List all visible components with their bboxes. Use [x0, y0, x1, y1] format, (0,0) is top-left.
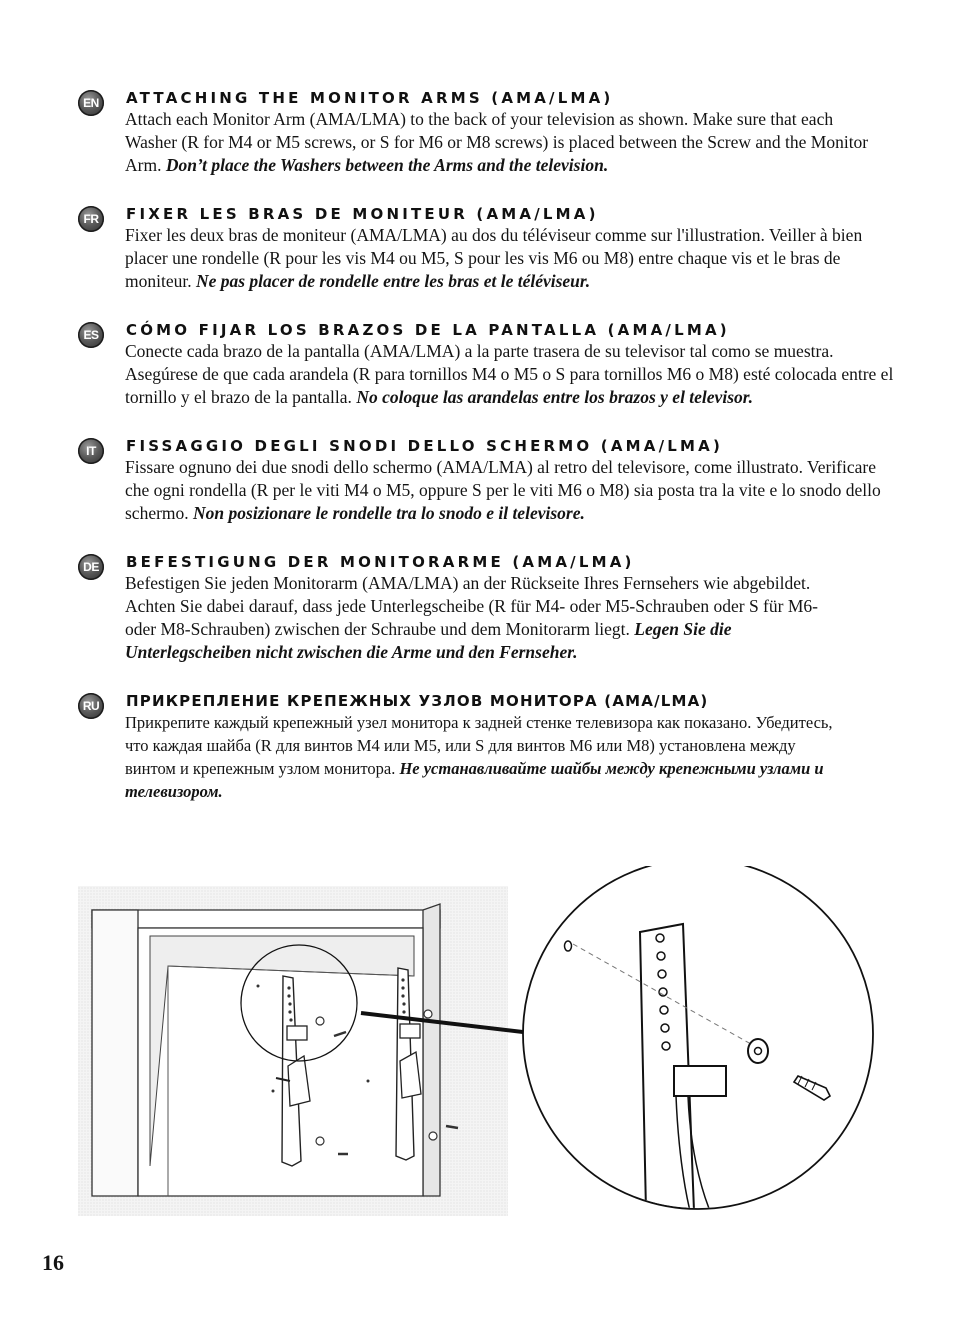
detail-view	[523, 866, 873, 1211]
section-body	[125, 572, 850, 664]
language-badge-de: DE	[78, 554, 104, 580]
section-heading: ПРИКРЕПЛЕНИЕ КРЕПЕЖНЫХ УЗЛОВ МОНИТОРА (AMA/LMA)	[126, 692, 709, 710]
warning-text: Don’t place the Washers between the Arms and the television.	[165, 155, 609, 175]
language-badge-es: ES	[78, 322, 104, 348]
language-badge-it: IT	[78, 438, 104, 464]
warning-text: Non posizionare le rondelle tra lo snodo e il televisore.	[193, 503, 585, 523]
body-text: Fissare ognuno dei due snodi dello schermo (AMA/LMA) al retro del televisore, come illustrato. Verificare che ogni rondella (R per le viti M4 o M5, oppure S per le viti M6 o M8) sia posta tra la vite e lo snodo dello schermo.	[125, 457, 881, 523]
section-heading: CÓMO FIJAR LOS BRAZOS DE LA PANTALLA (AMA/LMA)	[126, 321, 730, 339]
language-badge-ru: RU	[78, 693, 104, 719]
body-text: Fixer les deux bras de moniteur (AMA/LMA) au dos du téléviseur comme sur l'illustration. Veiller à bien placer une rondelle (R pour les vis M4 ou M5, S pour les vis M6 ou M8) entre chaque vis et le bras de moniteur.	[125, 225, 863, 291]
warning-text: No coloque las arandelas entre los brazos y el televisor.	[356, 387, 753, 407]
mounting-illustration	[78, 866, 878, 1216]
body-text: Befestigen Sie jeden Monitorarm (AMA/LMA) an der Rückseite Ihres Fernsehers wie abgebildet. Achten Sie dabei darauf, dass jede Unterlegscheibe (R für M4- oder M5-Schrauben oder S für M6- oder M8-Schrauben) zwischen der Schraube und dem Monitorarm liegt.	[125, 573, 818, 639]
page-number: 16	[42, 1250, 64, 1275]
section-heading: BEFESTIGUNG DER MONITORARME (AMA/LMA)	[126, 553, 635, 571]
body-text: Attach each Monitor Arm (AMA/LMA) to the back of your television as shown. Make sure that each Washer (R for M4 or M5 screws, or S for M6 or M8 screws) is placed between the Screw and the Monitor Arm.	[125, 109, 869, 175]
warning-text: Ne pas placer de rondelle entre les bras et le téléviseur.	[195, 271, 591, 291]
warning-text: Не устанавливайте шайбы между крепежными узлами и телевизором.	[125, 759, 824, 801]
section-body	[125, 711, 845, 803]
section-body	[125, 224, 885, 293]
section-body	[125, 340, 900, 409]
language-badge-en: EN	[78, 90, 104, 116]
section-heading: FIXER LES BRAS DE MONITEUR (AMA/LMA)	[126, 205, 599, 223]
body-text: Conecte cada brazo de la pantalla (AMA/LMA) a la parte trasera de su televisor tal como se muestra. Asegúrese de que cada arandela (R para tornillos M4 o M5 o S para tornillos M6 o M8) esté colocada entre el tornillo y el brazo de la pantalla.	[125, 341, 894, 407]
body-text: Прикрепите каждый крепежный узел монитора к задней стенке телевизора как показано. Убедитесь, что каждая шайба (R для винтов M4 или M5, или S для винтов M6 или M8) установлена между винтом и крепежным узлом монитора.	[125, 713, 833, 778]
section-heading: ATTACHING THE MONITOR ARMS (AMA/LMA)	[126, 89, 614, 107]
section-body	[125, 456, 885, 525]
section-heading: FISSAGGIO DEGLI SNODI DELLO SCHERMO (AMA/LMA)	[126, 437, 724, 455]
language-badge-fr: FR	[78, 206, 104, 232]
section-body	[125, 108, 885, 177]
warning-text: Legen Sie die Unterlegscheiben nicht zwischen die Arme und den Fernseher.	[125, 619, 732, 662]
monitor-arm-diagram	[78, 866, 878, 1216]
